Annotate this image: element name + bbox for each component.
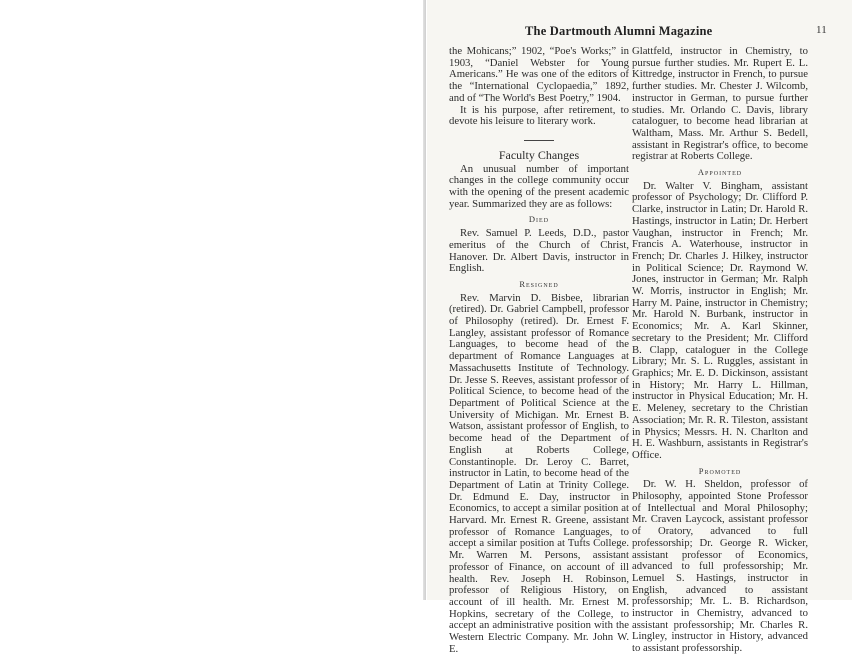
continued-paragraph: Glattfeld, instructor in Chemistry, to pursue further studies. Mr. Rupert E. L. Kittredge, instructor in French, to pursue further studies. Mr. Chester J. Wilcomb, instructor in German, to pursue further studies. Mr. Orlando C. Davis, library cataloguer, to become head librarian at Waltham, Mass. Mr. Arthur S. Bedell, assistant in Registrar's office, to become registrar at Roberts College. (632, 45, 808, 163)
appointed-paragraph: Dr. Walter V. Bingham, assistant professor of Psychology; Dr. Clifford P. Clarke, instructor in Latin; Dr. Harold R. Hastings, instructor in Latin; Dr. Herbert Vaughan, instructor in French; Mr. Francis A. Waterhouse, instructor in French; Dr. Charles J. Hilkey, instructor in Political Science; Dr. Raymond W. Jones, instructor in German; Mr. Ralph W. Morris, instructor in English; Mr. Harry M. Paine, instructor in Chemistry; Mr. Harold N. Burbank, instructor in Economics; Mr. A. Karl Skinner, secretary to the President; Mr. Clifford B. Clapp, cataloguer in the College Library; Mr. S. L. Ruggles, assistant in Graphics; Mr. E. D. Dickinson, assistant in History; Mr. Harry L. Hillman, instructor in Physical Education; Mr. H. E. Meleney, secretary to the Christian Association; Mr. R. R. Tileston, assistant in Physics; Messrs. H. N. Charlton and H. E. Washburn, assistants in Registrar's Office. (632, 179, 808, 461)
right-text-column (632, 46, 808, 655)
running-header (525, 24, 827, 40)
blank-left-page (0, 0, 426, 600)
died-paragraph: Rev. Samuel P. Leeds, D.D., pastor emeritus of the Church of Christ, Hanover. Dr. Albert Davis, instructor in English. (449, 227, 629, 275)
magazine-title: The Dartmouth Alumni Magazine (525, 24, 713, 38)
promoted-paragraph: Dr. W. H. Sheldon, professor of Philosophy, appointed Stone Professor of Intellectual and Moral Philosophy; Mr. Craven Laycock, assistant professor of Oratory, advanced to full professorship; Dr. George R. Wicker, assistant professor of Economics, advanced to full professorship; Mr. Lemuel S. Hastings, instructor in English, advanced to assistant professorship; Mr. L. B. Richardson, instructor in Chemistry, advanced to assistant professorship; Mr. Charles R. Lingley, instructor in History, advanced to assistant professorship. (632, 478, 808, 655)
promoted-heading: Promoted (698, 465, 742, 476)
section-heading (449, 140, 629, 162)
resigned-heading: Resigned (519, 278, 559, 289)
continued-paragraph: the Mohicans;” 1902, “Poe's Works;” in 1903, “Daniel Webster for Young Americans.” He was one of the editors of the “International Cyclopaedia,” 1892, and of “The World's Best Poetry,” 1904. (449, 45, 629, 104)
section-rule (524, 140, 554, 141)
died-heading: Died (528, 214, 550, 225)
page-number: 11 (816, 24, 827, 36)
section-title: Faculty Changes (498, 147, 580, 162)
intro-paragraph: An unusual number of important changes in the college community occur with the opening of the present academic year. Summarized they are as follows: (449, 162, 629, 210)
page-gutter (423, 0, 426, 600)
retirement-paragraph: It is his purpose, after retirement, to devote his leisure to literary work. (449, 103, 629, 128)
appointed-heading: Appointed (697, 167, 743, 178)
left-text-column (449, 46, 629, 655)
resigned-paragraph: Rev. Marvin D. Bisbee, librarian (retired). Dr. Gabriel Campbell, professor of Philosophy (retired). Dr. Ernest F. Langley, assistant professor of Romance Languages, to become head of the department of Romance Languages at Massachusetts Institute of Technology. Dr. Jesse S. Reeves, assistant professor of Political Science, to become head of the Department of Political Science at the University of Michigan. Mr. Ernest B. Watson, assistant professor of English, to become head of the Department of English at Roberts College, Constantinople. Dr. Leroy C. Barret, instructor in Latin, to become head of the Department of Latin at Trinity College. Dr. Edmund E. Day, instructor in Economics, to accept a similar position at Harvard. Mr. Ernest R. Greene, assistant professor of Romance Languages, to accept a similar position at Tufts College. Mr. Warren M. Persons, assistant professor of Finance, on account of ill health. Rev. Joseph H. Robinson, professor of Religious History, on account of ill health. Mr. Ernest M. Hopkins, secretary of the College, to accept an administrative position with the Western Electric Company. Mr. John W. E. (449, 291, 629, 655)
